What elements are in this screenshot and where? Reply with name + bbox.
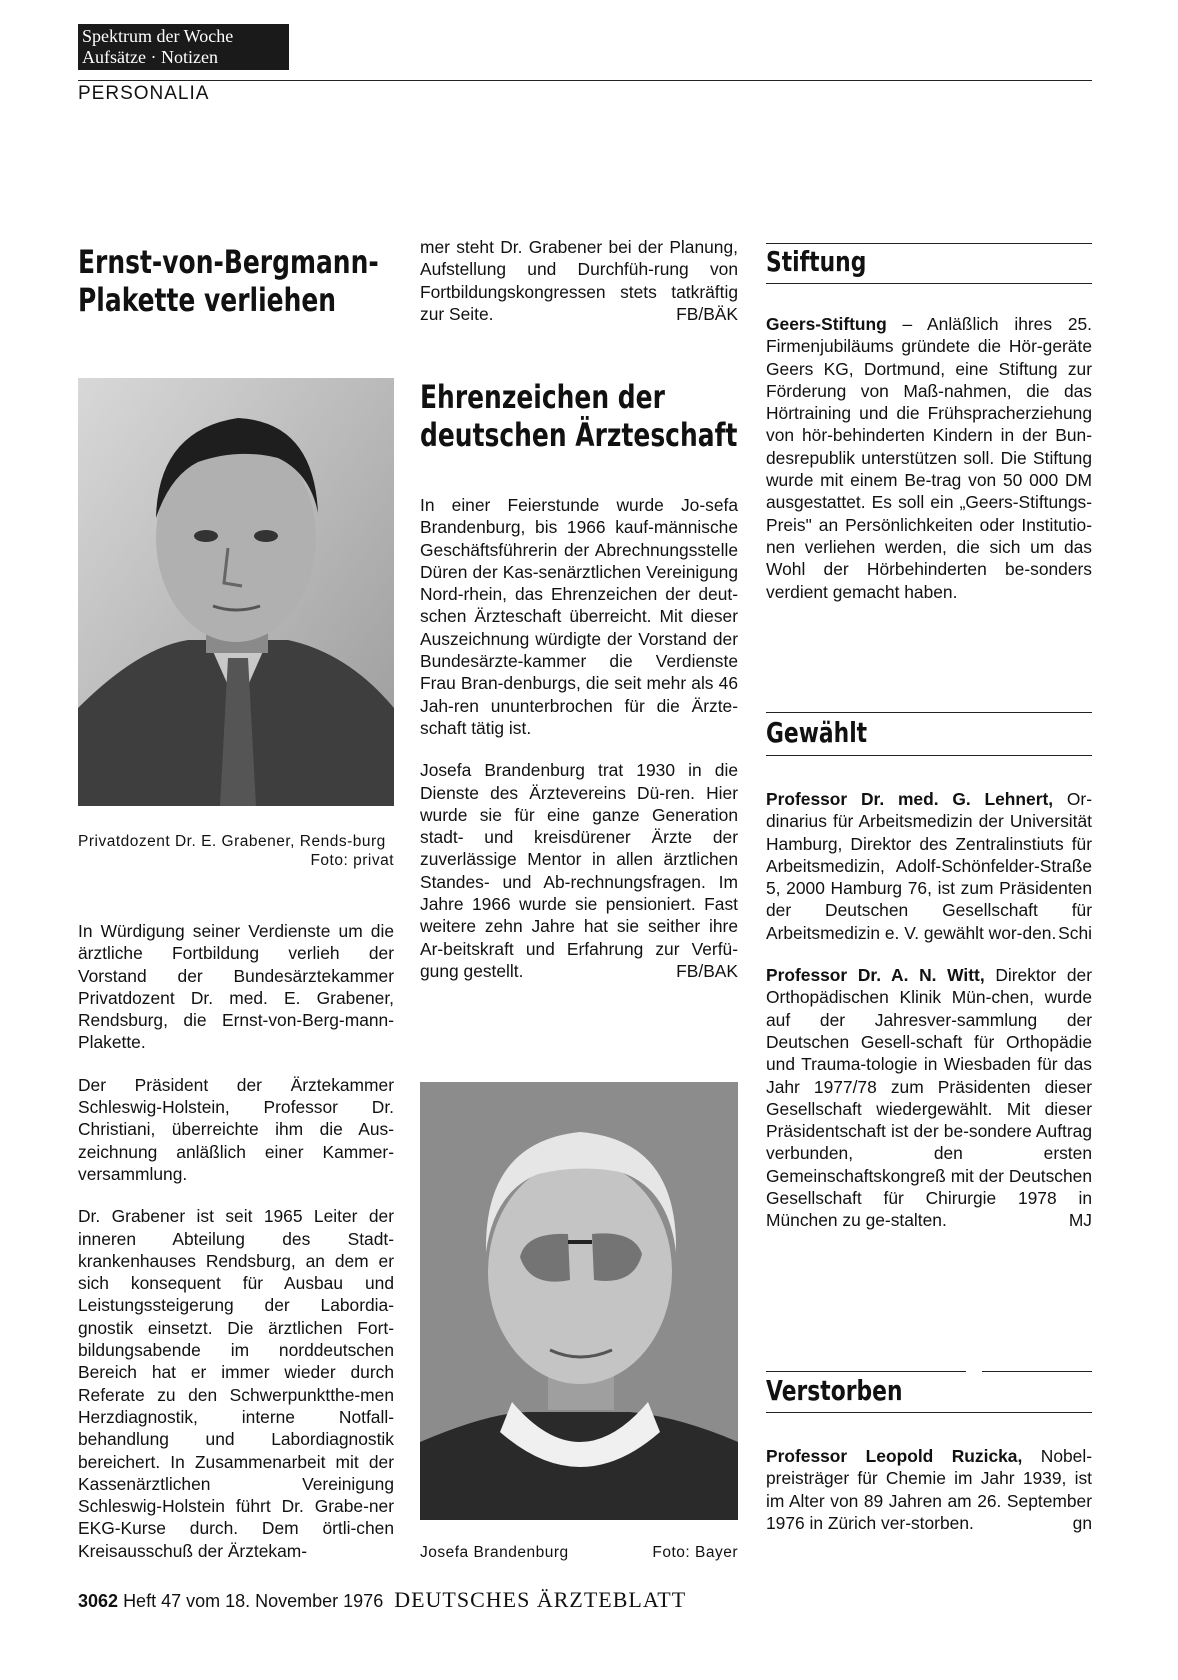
article1-body (78, 920, 394, 1562)
page-footer (78, 1587, 1092, 1613)
verstorben-kicker-box (766, 1375, 1092, 1407)
stiftung-text: – Anläßlich ihres 25. Firmenjubiläums gründete die Hör-geräte Geers KG, Dortmund, eine Stiftung zur Förderung von Maß-nahmen, die das Hörtraining und die Frühspracherziehung von hör-behinderten Kindern in der Bun-desrepublik unterstützen soll. Die Stiftung wurde mit einem Be-trag von 50 000 DM ausgestattet. Es soll ein „Geers-Stiftungs-Preis" an Persönlichkeiten oder Institutio-nen verliehen werden, die sich um das Wohl der Hörbehinderten be-sonders verdient gemacht haben. (766, 314, 1092, 602)
article2-paragraph-1: In einer Feierstunde wurde Jo-sefa Brandenburg, bis 1966 kauf-männische Geschäftsführerin der Abrechnungsstelle Düren der Kas-senärztlichen Vereinigung Nord-rhein, das Ehrenzeichen der deut-schen Ärzteschaft überreicht. Mit dieser Auszeichnung würdigte der Vorstand der Bundesärzte-kammer die Verdienste Frau Bran-denburgs, die seit mehr als 46 Jah-ren ununterbrochen für die Ärzte-schaft tätig ist. (420, 495, 738, 738)
page-number: 3062 (78, 1591, 119, 1611)
verstorben-body (766, 1445, 1092, 1534)
article1-paragraph-3-continued: mer steht Dr. Grabener bei der Planung, Aufstellung und Durchfüh-rung von Fortbildungskongressen stets tatkräftig zur Seite. (420, 237, 738, 324)
article1-headline-line1: Ernst-von-Bergmann- (78, 243, 379, 281)
header-rule (78, 80, 1092, 81)
brandenburg-portrait-photo (420, 1082, 738, 1520)
gewaehlt-kicker: Gewählt (766, 716, 868, 749)
article1-continuation (420, 236, 738, 325)
article1-headline-line2: Plakette verliehen (78, 281, 337, 319)
verstorben-text: Nobel-preisträger für Chemie im Jahr 1939, ist im Alter von 89 Jahren am 26. September 1976 in Zürich ver-storben. (766, 1446, 1092, 1533)
grabener-portrait-photo (78, 378, 394, 806)
article2-headline (420, 378, 738, 454)
article2-signature: FB/BAK (676, 960, 738, 981)
gewaehlt-text-1: Or-dinarius für Arbeitsmedizin der Universität Hamburg, Direktor des Zentralinstiuts für Arbeitsmedizin, Adolf-Schönfelder-Straße 5, 2000 Hamburg 76, ist zum Präsidenten der Deutschen Gesellschaft für Arbeitsmedizin e. V. gewählt wor-den. (766, 789, 1092, 943)
article2-paragraph-2: Josefa Brandenburg trat 1930 in die Dienste des Ärztevereins Dü-ren. Hier wurde sie für eine ganze Generation stadt- und kreisdürener Ärzte der zuverlässige Mentor in allen ärztlichen Standes- und Ab-rechnungsfragen. Im Jahre 1966 wurde sie pensioniert. Fast weitere zehn Jahre hat sie seither ihre Ar-beitskraft und Erfahrung zur Verfü-gung gestellt. (420, 760, 738, 981)
brandenburg-caption-credit: Foto: Bayer (652, 1544, 738, 1561)
article2-body (420, 494, 738, 982)
gewaehlt-signature-2: MJ (1068, 1210, 1092, 1231)
gewaehlt-lead-1: Professor Dr. med. G. Lehnert, (766, 789, 1054, 809)
article1-paragraph-3: Dr. Grabener ist seit 1965 Leiter der inneren Abteilung des Stadt-krankenhauses Rendsburg, an dem er sich konsequent für Ausbau und Leistungssteigerung der Labordia-gnostik einsetzt. Die ärztlichen Fort-bildungsabende im norddeutschen Bereich hat er immer wieder durch Referate zu den Schwerpunktthe-men Herzdiagnostik, interne Notfall-behandlung und Labordiagnostik bereichert. In Zusammenarbeit mit der Kassenärztlichen Vereinigung Schleswig-Holstein führt Dr. Grabe-ner EKG-Kurse durch. Dem örtli-chen Kreisausschuß der Ärztekam- (78, 1206, 394, 1561)
stiftung-rule-bottom (766, 283, 1092, 284)
brandenburg-photo-caption (420, 1543, 738, 1562)
verstorben-rule-bottom (766, 1412, 1092, 1413)
section-label: PERSONALIA (78, 83, 210, 104)
gewaehlt-text-2: Direktor der Orthopädischen Klinik Mün-chen, wurde auf der Jahresver-sammlung der Deutschen Gesell-schaft für Orthopädie und Trauma-tologie in Wiesbaden für das Jahr 1977/78 zum Präsidenten dieser Gesellschaft wiedergewählt. Mit dieser Präsidentschaft ist der be-sondere Auftrag verbunden, den ersten Gemeinschaftskongreß mit der Deutschen Gesellschaft für Chirurgie 1978 in München zu ge-stalten. (766, 965, 1092, 1231)
article1-headline (78, 243, 388, 319)
verstorben-signature: gn (1072, 1512, 1092, 1533)
grabener-caption-credit: Foto: privat (310, 852, 394, 869)
stiftung-kicker: Stiftung (766, 245, 867, 278)
masthead-line-1: Spektrum der Woche (82, 26, 234, 46)
article1-paragraph-2: Der Präsident der Ärztekammer Schleswig-Holstein, Professor Dr. Christiani, überreichte ihm die Aus-zeichnung anläßlich einer Kammer-versammlung. (78, 1074, 394, 1184)
masthead-line-2: Aufsätze · Notizen (82, 47, 218, 67)
article2-headline-line2: deutschen Ärzteschaft (420, 416, 738, 454)
gewaehlt-lead-2: Professor Dr. A. N. Witt, (766, 965, 985, 986)
gewaehlt-signature-1: Schi (1058, 922, 1092, 943)
verstorben-rule-top-right (982, 1371, 1092, 1372)
grabener-portrait-image (78, 378, 394, 806)
brandenburg-caption-name: Josefa Brandenburg (420, 1544, 569, 1561)
stiftung-kicker-box (766, 246, 1092, 278)
stiftung-lead: Geers-Stiftung (766, 314, 887, 334)
stiftung-body (766, 313, 1092, 603)
verstorben-rule-top-left (766, 1371, 966, 1372)
stiftung-rule-top (766, 243, 1092, 244)
grabener-caption-name: Privatdozent Dr. E. Grabener, Rends-burg (78, 833, 386, 850)
gewaehlt-rule-bottom (766, 755, 1092, 756)
issue-date: Heft 47 vom 18. November 1976 (123, 1591, 384, 1611)
gewaehlt-kicker-box (766, 717, 1092, 749)
journal-name: DEUTSCHES ÄRZTEBLATT (394, 1587, 687, 1612)
article1-signature: FB/BÄK (676, 303, 738, 324)
gewaehlt-body (766, 788, 1092, 1232)
grabener-photo-caption (78, 832, 394, 870)
article1-paragraph-1: In Würdigung seiner Verdienste um die ärztliche Fortbildung verlieh der Vorstand der Bundesärztekammer Privatdozent Dr. med. E. Grabener, Rendsburg, die Ernst-von-Berg-mann-Plakette. (78, 921, 394, 1053)
article2-headline-line1: Ehrenzeichen der (420, 378, 665, 416)
verstorben-kicker: Verstorben (766, 1374, 903, 1407)
brandenburg-portrait-image (420, 1082, 738, 1520)
verstorben-lead: Professor Leopold Ruzicka, (766, 1446, 1023, 1466)
masthead (78, 24, 289, 70)
gewaehlt-rule-top (766, 712, 1092, 713)
